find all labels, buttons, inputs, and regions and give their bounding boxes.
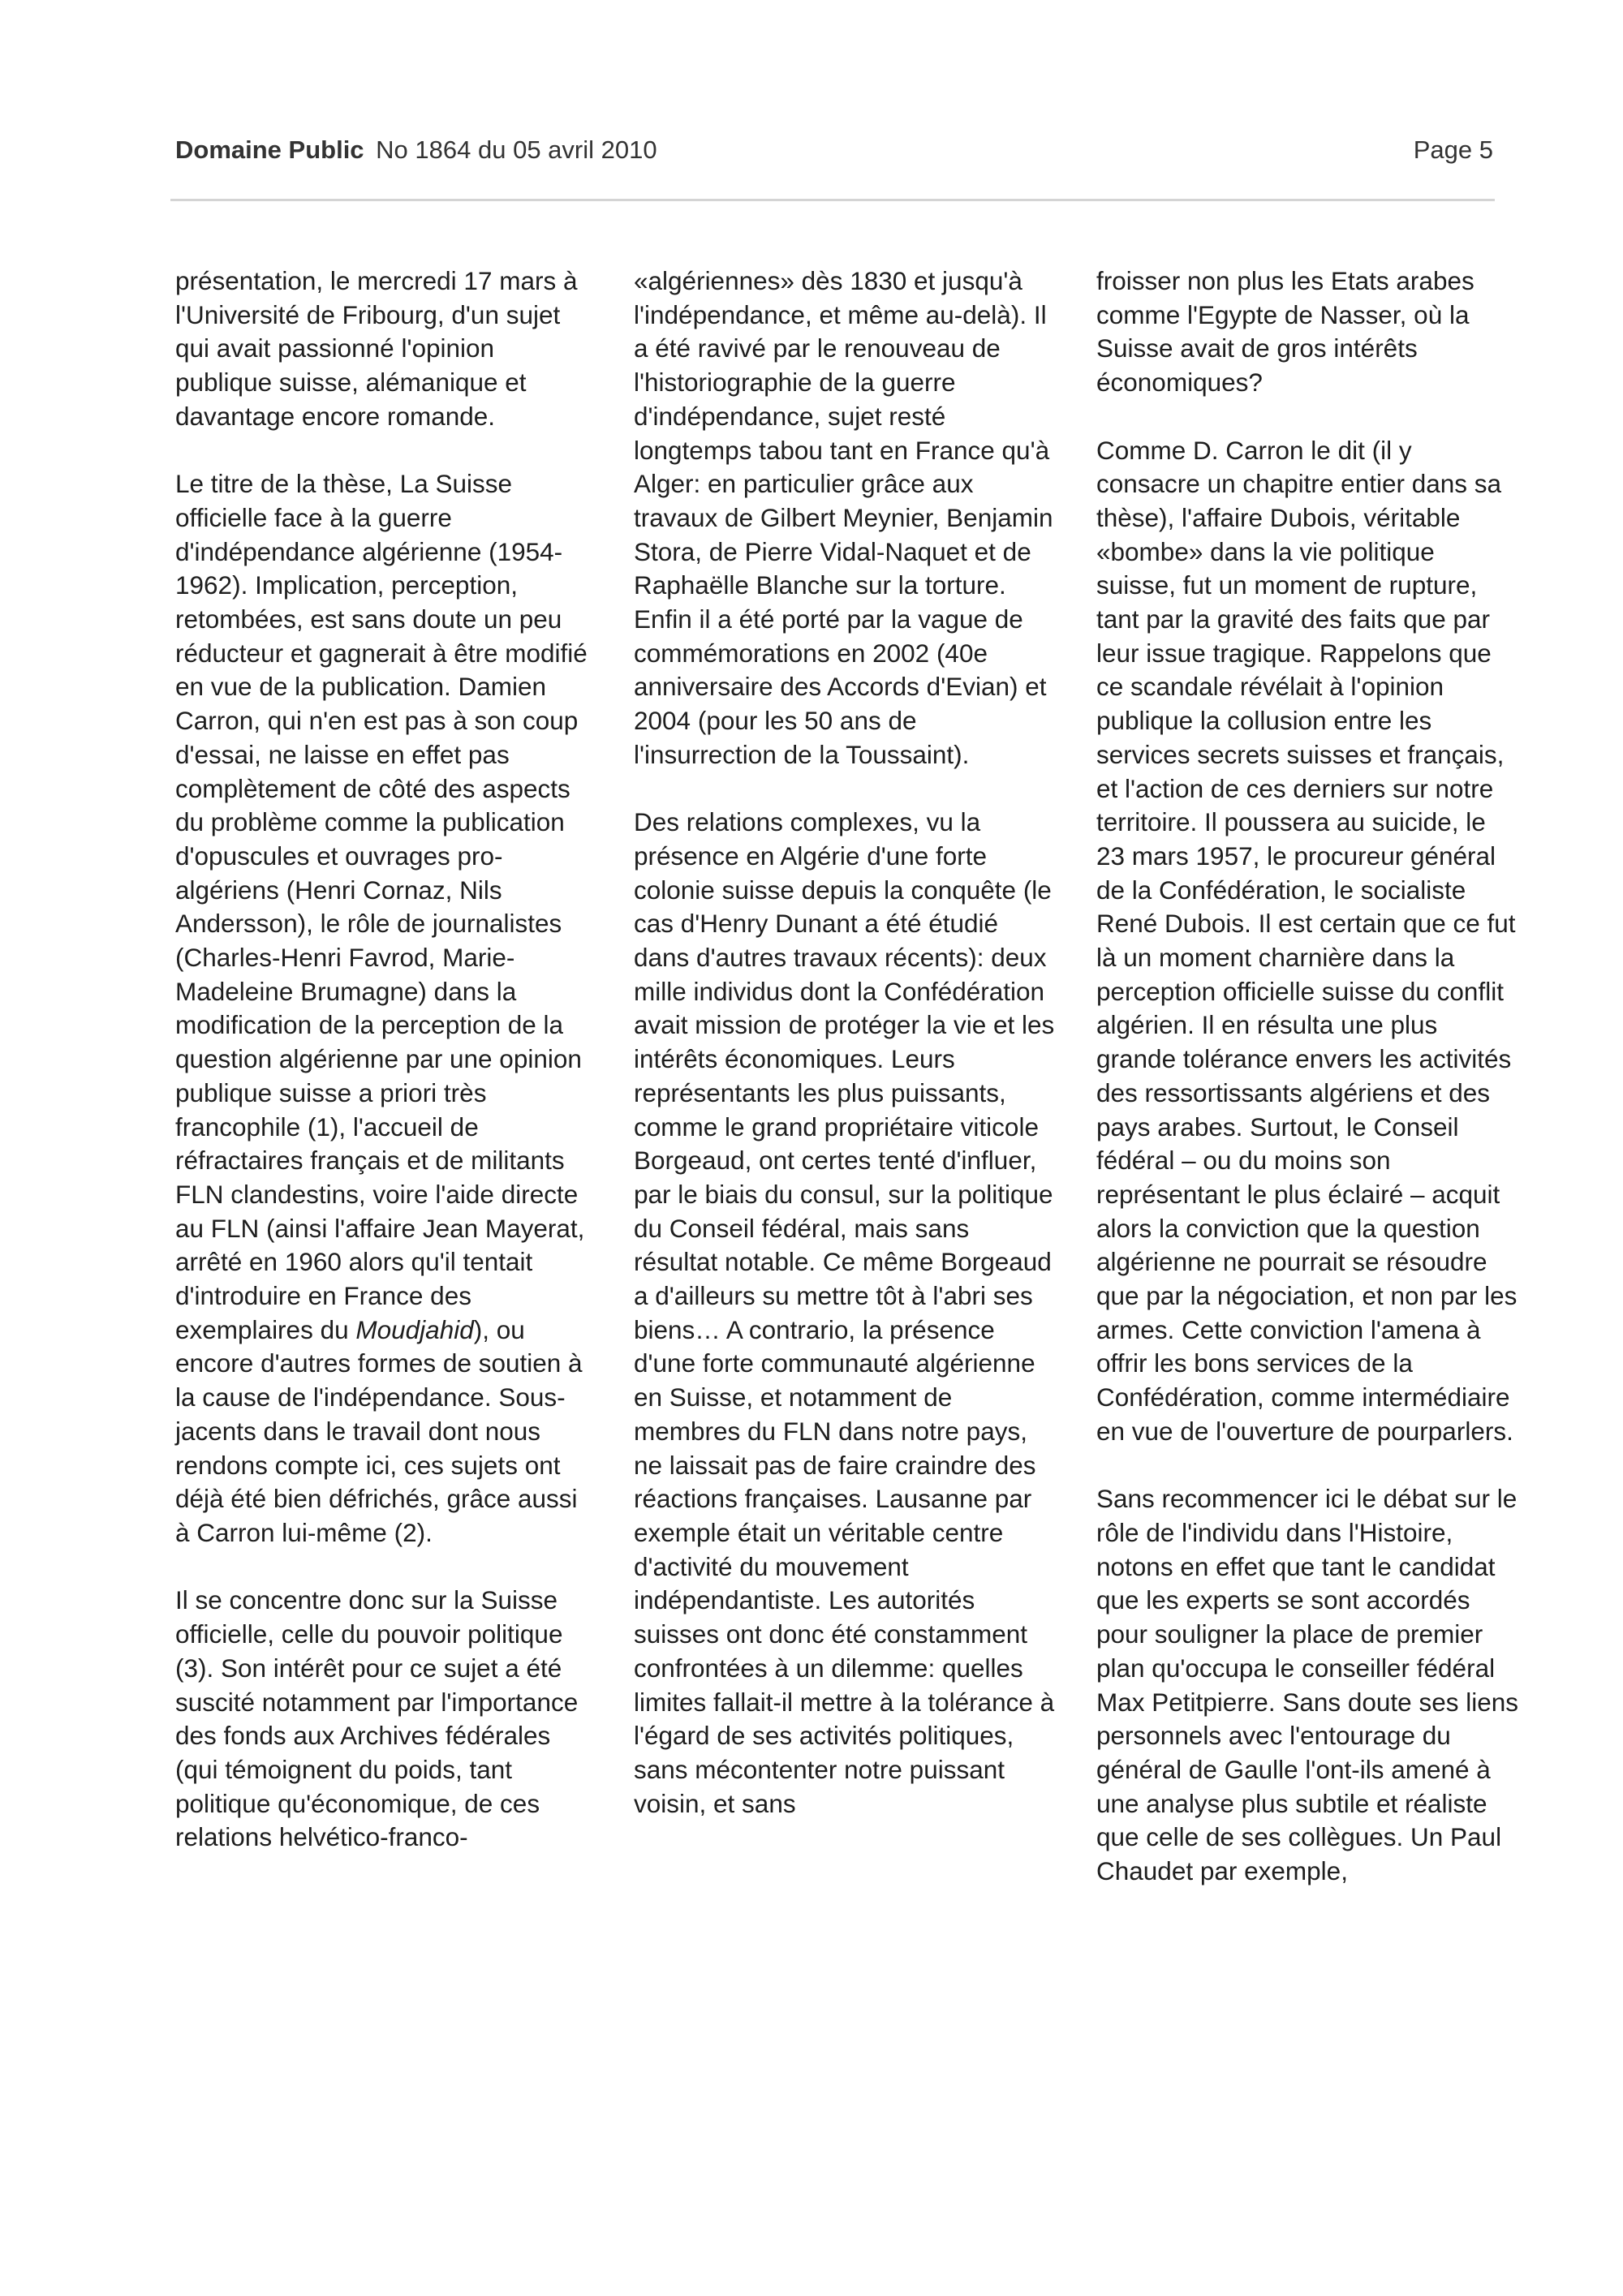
page-number: Page 5: [1413, 135, 1493, 164]
italic-title: Moudjahid: [355, 1314, 474, 1344]
paragraph: Sans recommencer ici le débat sur le rôle de l'individu dans l'Histoire, notons en effet que tant le candidat que les experts se sont accordés pour souligner la place de premier plan qu'occupa le conseiller fédéral Max Petitpierre. Sans doute ses liens personnels avec l'entourage du général de Gaulle l'ont-ils amené à une analyse plus subtile et réaliste que celle de ses collègues. Un Paul Chaudet par exemple,: [1096, 1484, 1519, 1886]
publication-name: Domaine Public: [175, 135, 364, 164]
paragraph: [175, 467, 597, 1550]
header-divider: [170, 199, 1495, 201]
paragraph: Comme D. Carron le dit (il y consacre un chapitre entier dans sa thèse), l'affaire Dubois, véritable «bombe» dans la vie politique suisse, fut un moment de rupture, tant par la gravité des faits que par leur issue tragique. Rappelons que ce scandale révélait à l'opinion publique la collusion entre les services secrets suisses et français, et l'action de ces derniers sur notre territoire. Il poussera au suicide, le 23 mars 1957, le procureur général de la Confédération, le socialiste René Dubois. Il est certain que ce fut là un moment charnière dans la perception officielle suisse du conflit algérien. Il en résulta une plus grande tolérance envers les activités des ressortissants algériens et des pays arabes. Surtout, le Conseil fédéral – ou du moins son représentant le plus éclairé – acquit alors la conviction que la question algérienne ne pourrait se résoudre que par la négociation, et non par les armes. Cette conviction l'amena à offrir les bons services de la Confédération, comme intermédiaire en vue de l'ouverture de pourparlers.: [1096, 435, 1518, 1446]
text-column-2: [634, 264, 1056, 1821]
paragraph: présentation, le mercredi 17 mars à l'Université de Fribourg, d'un sujet qui avait passionné l'opinion publique suisse, alémanique et davantage encore romande.: [175, 266, 578, 431]
paragraph: «algériennes» dès 1830 et jusqu'à l'indépendance, et même au-delà). Il a été ravivé par le renouveau de l'historiographie de la guerre d'indépendance, sujet resté longtemps tabou tant en France qu'à Alger: en particulier grâce aux travaux de Gilbert Meynier, Benjamin Stora, de Pierre Vidal-Naquet et de Raphaëlle Blanche sur la torture. Enfin il a été porté par la vague de commémorations en 2002 (40e anniversaire des Accords d'Evian) et 2004 (pour les 50 ans de l'insurrection de la Toussaint).: [634, 266, 1053, 769]
issue-info: No 1864 du 05 avril 2010: [376, 135, 657, 164]
paragraph: froisser non plus les Etats arabes comme l'Egypte de Nasser, où la Suisse avait de gros intérêts économiques?: [1096, 266, 1474, 398]
paragraph-text: ), ou encore d'autres formes de soutien à la cause de l'indépendance. Sous-jacents dans le travail dont nous rendons compte ici, ces sujets ont déjà été bien défrichés, grâce aussi à Carron lui-même (2).: [175, 1314, 583, 1547]
page-header: [175, 132, 1493, 168]
text-column-3: [1096, 264, 1518, 1889]
text-column-1: [175, 264, 597, 1855]
paragraph: Il se concentre donc sur la Suisse officielle, celle du pouvoir politique (3). Son intérêt pour ce sujet a été suscité notamment par l'importance des fonds aux Archives fédérales (qui témoignent du poids, tant politique qu'économique, de ces relations helvético-franco-: [175, 1585, 579, 1852]
paragraph: Des relations complexes, vu la présence en Algérie d'une forte colonie suisse depuis la conquête (le cas d'Henry Dunant a été étudié dans d'autres travaux récents): deux mille individus dont la Confédération avait mission de protéger la vie et les intérêts économiques. Leurs représentants les plus puissants, comme le grand propriétaire viticole Borgeaud, ont certes tenté d'influer, par le biais du consul, sur la politique du Conseil fédéral, mais sans résultat notable. Ce même Borgeaud a d'ailleurs su mettre tôt à l'abri ses biens… A contrario, la présence d'une forte communauté algérienne en Suisse, et notamment de membres du FLN dans notre pays, ne laissait pas de faire craindre des réactions françaises. Lausanne par exemple était un véritable centre d'activité du mouvement indépendantiste. Les autorités suisses ont donc été constamment confrontées à un dilemme: quelles limites fallait-il mettre à la tolérance à l'égard de ses activités politiques, sans mécontenter notre puissant voisin, et sans: [634, 807, 1055, 1818]
paragraph-text: Le titre de la thèse, La Suisse officielle face à la guerre d'indépendance algérienne (1954-1962). Implication, perception, retombées, est sans doute un peu réducteur et gagnerait à être modifié en vue de la publication. Damien Carron, qui n'en est pas à son coup d'essai, ne laisse en effet pas complètement de côté des aspects du problème comme la publication d'opuscules et ouvrages pro-algériens (Henri Cornaz, Nils Andersson), le rôle de journalistes (Charles-Henri Favrod, Marie-Madeleine Brumagne) dans la modification de la perception de la question algérienne par une opinion publique suisse a priori très francophile (1), l'accueil de réfractaires français et de militants FLN clandestins, voire l'aide directe au FLN (ainsi l'affaire Jean Mayerat, arrêté en 1960 alors qu'il tentait d'introduire en France des exemplaires du: [175, 469, 588, 1344]
